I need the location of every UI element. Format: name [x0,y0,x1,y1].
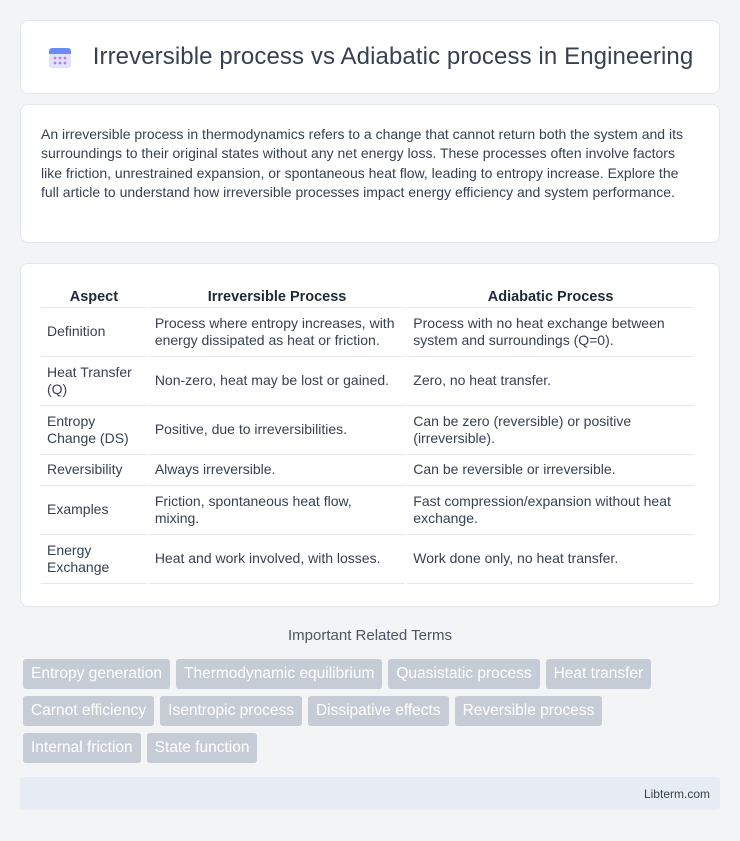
table-header-row [41,286,694,308]
column-header-aspect: Aspect [41,286,147,308]
table-cell: Positive, due to irreversibilities. [149,406,405,455]
table-cell: Fast compression/expansion without heat exchange. [407,486,694,535]
intro-text: An irreversible process in thermodynamics refers to a change that cannot return both the system and its surroundings to their original states without any net energy loss. These processes often involve factors like friction, unrestrained expansion, or spontaneous heat flow, leading to entropy increase. Explore the full article to understand how irreversible processes impact energy efficiency and system performance. [41,126,683,200]
comparison-card [20,263,720,607]
table-cell: Can be reversible or irreversible. [407,455,694,486]
column-header-adiabatic: Adiabatic Process [407,286,694,308]
related-terms-list [23,659,723,770]
table-cell: Work done only, no heat transfer. [407,535,694,584]
table-cell: Can be zero (reversible) or positive (irreversible). [407,406,694,455]
tag-row [23,659,723,689]
related-terms-heading: Important Related Terms [288,627,452,644]
tag-entropy-generation[interactable]: Entropy generation [23,659,170,689]
table-cell: Always irreversible. [149,455,405,486]
tag-thermodynamic-equilibrium[interactable]: Thermodynamic equilibrium [176,659,382,689]
tag-quasistatic-process[interactable]: Quasistatic process [388,659,539,689]
column-header-irreversible: Irreversible Process [149,286,405,308]
tag-dissipative-effects[interactable]: Dissipative effects [308,696,449,726]
table-cell: Non-zero, heat may be lost or gained. [149,357,405,406]
intro-card [20,104,720,243]
tag-heat-transfer[interactable]: Heat transfer [546,659,652,689]
table-cell: Examples [41,486,147,535]
table-row [41,406,694,455]
footer-site-link[interactable]: Libterm.com [643,787,710,801]
calendar-grid-icon [47,44,73,70]
header-card [20,20,720,94]
tag-carnot-efficiency[interactable]: Carnot efficiency [23,696,154,726]
page-title: Irreversible process vs Adiabatic process in Engineering [92,43,694,70]
table-cell: Heat Transfer (Q) [41,357,147,406]
comparison-table [39,286,696,584]
table-row [41,308,694,357]
table-cell: Energy Exchange [41,535,147,584]
table-cell: Reversibility [41,455,147,486]
tag-internal-friction[interactable]: Internal friction [23,733,141,763]
header [47,43,694,71]
tag-row [23,696,723,726]
table-cell: Heat and work involved, with losses. [149,535,405,584]
table-row [41,486,694,535]
table-row [41,535,694,584]
table-cell: Process where entropy increases, with energy dissipated as heat or friction. [149,308,405,357]
tag-row [23,733,723,763]
table-row [41,357,694,406]
footer [20,777,720,810]
tag-isentropic-process[interactable]: Isentropic process [160,696,302,726]
table-cell: Zero, no heat transfer. [407,357,694,406]
tag-state-function[interactable]: State function [147,733,258,763]
table-cell: Process with no heat exchange between system and surroundings (Q=0). [407,308,694,357]
table-cell: Entropy Change (DS) [41,406,147,455]
tag-reversible-process[interactable]: Reversible process [455,696,603,726]
table-cell: Definition [41,308,147,357]
table-cell: Friction, spontaneous heat flow, mixing. [149,486,405,535]
table-row [41,455,694,486]
